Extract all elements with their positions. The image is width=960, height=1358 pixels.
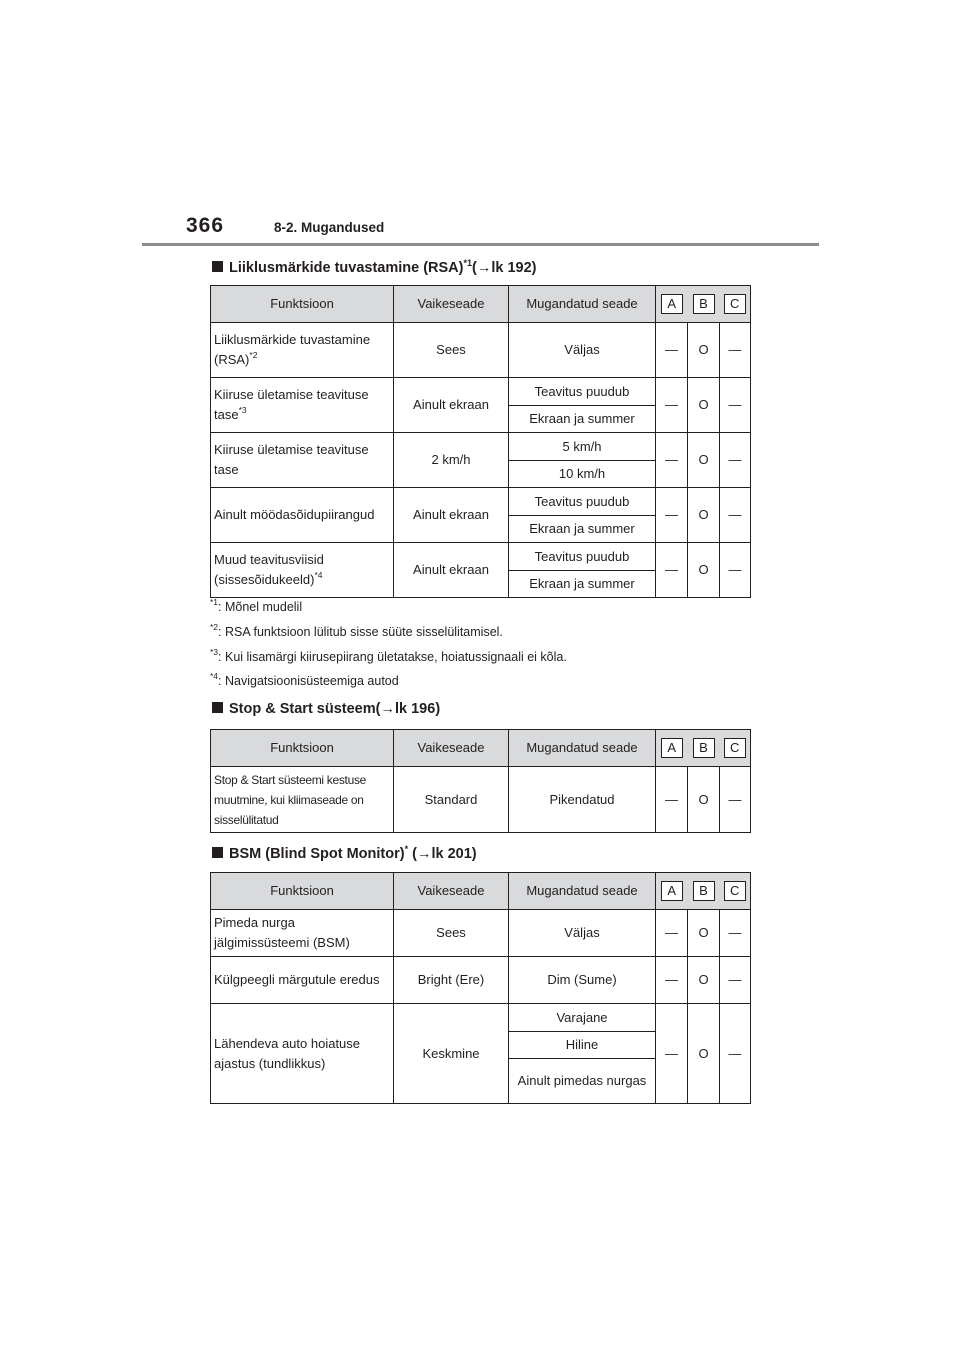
table-header-row (211, 730, 751, 767)
function-cell: Stop & Start süsteemi kestuse muutmine, kui kliimaseade on sisselülitatud (211, 767, 394, 833)
page-reference: lk 201) (431, 846, 477, 862)
table-row (211, 323, 751, 378)
table-header-row (211, 873, 751, 910)
col-header-a: A (661, 881, 683, 901)
option-cell: Varajane (509, 1004, 656, 1032)
arrow-right-icon: → (416, 846, 432, 862)
option-cell: Teavitus puudub (509, 488, 656, 516)
mark-b: O (688, 323, 720, 378)
mark-b: O (688, 957, 720, 1004)
function-cell: Pimeda nurga jälgimissüsteemi (BSM) (211, 910, 394, 957)
bsm-settings-table (210, 872, 751, 1104)
page-reference: lk 192) (491, 260, 537, 276)
heading-sup: *1 (463, 258, 473, 268)
col-header-function: Funktsioon (211, 286, 394, 323)
mark-c: — (720, 378, 751, 433)
mark-b: O (688, 433, 720, 488)
col-header-function: Funktsioon (211, 873, 394, 910)
square-bullet-icon (212, 261, 223, 272)
mark-c: — (720, 767, 751, 833)
table-row (211, 1004, 751, 1032)
col-header-default: Vaikeseade (394, 730, 509, 767)
mark-a: — (656, 957, 688, 1004)
mark-b: O (688, 1004, 720, 1104)
default-cell: Keskmine (394, 1004, 509, 1104)
option-cell: Ainult pimedas nurgas (509, 1059, 656, 1104)
mark-a: — (656, 1004, 688, 1104)
table-row (211, 957, 751, 1004)
stop-start-settings-table (210, 729, 751, 833)
option-cell: 5 km/h (509, 433, 656, 461)
page-number: 366 (186, 214, 225, 237)
function-cell: Ainult möödasõidupiirangud (211, 488, 394, 543)
function-cell: Lähendeva auto hoiatuse ajastus (tundlikkus) (211, 1004, 394, 1104)
mark-b: O (688, 488, 720, 543)
table-header-row (211, 286, 751, 323)
mark-a: — (656, 767, 688, 833)
footnote: $^{*1}$: Mõnel mudelil (210, 597, 303, 614)
mark-c: — (720, 433, 751, 488)
footnote: $^{*3}$: Kui lisamärgi kiirusepiirang ületatakse, hoiatussignaali ei kõla. (210, 647, 567, 664)
footnote: $^{*4}$: Navigatsioonisüsteemiga autod (210, 671, 399, 688)
rsa-settings-table (210, 285, 751, 598)
table-row (211, 488, 751, 516)
col-header-c: C (724, 738, 746, 758)
col-header-default: Vaikeseade (394, 286, 509, 323)
default-cell: Sees (394, 910, 509, 957)
mark-a: — (656, 323, 688, 378)
arrow-right-icon: → (380, 701, 395, 717)
mark-a: — (656, 910, 688, 957)
col-header-custom: Mugandatud seade (509, 730, 656, 767)
heading-bsm (212, 844, 477, 862)
square-bullet-icon (212, 702, 223, 713)
col-header-a: A (661, 738, 683, 758)
option-cell: Väljas (509, 910, 656, 957)
mark-a: — (656, 543, 688, 598)
mark-c: — (720, 957, 751, 1004)
mark-c: — (720, 910, 751, 957)
option-cell: Ekraan ja summer (509, 516, 656, 543)
default-cell: Ainult ekraan (394, 543, 509, 598)
mark-b: O (688, 910, 720, 957)
heading-title: Stop & Start süsteem (229, 701, 376, 717)
option-cell: Ekraan ja summer (509, 406, 656, 433)
heading-rsa (212, 258, 537, 276)
col-header-c: C (724, 294, 746, 314)
col-header-c: C (724, 881, 746, 901)
heading-sup: * (404, 844, 409, 854)
mark-b: O (688, 378, 720, 433)
default-cell: Standard (394, 767, 509, 833)
mark-a: — (656, 488, 688, 543)
table-row (211, 433, 751, 461)
function-cell: Muud teavitusviisid (sissesõidukeeld)$^{*4}$ (211, 543, 394, 598)
option-cell: Pikendatud (509, 767, 656, 833)
option-cell: Teavitus puudub (509, 378, 656, 406)
col-header-default: Vaikeseade (394, 873, 509, 910)
header-rule (142, 243, 819, 246)
col-header-function: Funktsioon (211, 730, 394, 767)
option-cell: Hiline (509, 1032, 656, 1059)
ref-open: ( (375, 701, 381, 717)
mark-c: — (720, 323, 751, 378)
heading-title: Liiklusmärkide tuvastamine (RSA) (229, 260, 464, 276)
mark-b: O (688, 543, 720, 598)
mark-c: — (720, 543, 751, 598)
section-title: 8-2. Mugandused (274, 220, 385, 235)
mark-c: — (720, 1004, 751, 1104)
col-header-b: B (693, 294, 715, 314)
mark-b: O (688, 767, 720, 833)
col-header-a: A (661, 294, 683, 314)
function-cell: Kiiruse ületamise teavituse tase (211, 433, 394, 488)
footnote: $^{*2}$: RSA funktsioon lülitub sisse süüte sisselülitamisel. (210, 622, 503, 639)
option-cell: Väljas (509, 323, 656, 378)
table-row (211, 543, 751, 571)
function-cell: Kiiruse ületamise teavituse tase$^{*3}$ (211, 378, 394, 433)
function-cell: Liiklusmärkide tuvastamine (RSA)$^{*2}$ (211, 323, 394, 378)
mark-a: — (656, 433, 688, 488)
table-row (211, 910, 751, 957)
col-header-b: B (693, 738, 715, 758)
option-cell: Dim (Sume) (509, 957, 656, 1004)
col-header-custom: Mugandatud seade (509, 286, 656, 323)
default-cell: Ainult ekraan (394, 378, 509, 433)
table-row (211, 767, 751, 833)
ref-open: ( (472, 260, 477, 276)
option-cell: Ekraan ja summer (509, 571, 656, 598)
col-header-b: B (693, 881, 715, 901)
page-reference: lk 196) (395, 701, 441, 717)
option-cell: Teavitus puudub (509, 543, 656, 571)
option-cell: 10 km/h (509, 461, 656, 488)
default-cell: Ainult ekraan (394, 488, 509, 543)
mark-a: — (656, 378, 688, 433)
col-header-custom: Mugandatud seade (509, 873, 656, 910)
default-cell: Bright (Ere) (394, 957, 509, 1004)
heading-title: BSM (Blind Spot Monitor) (229, 846, 405, 862)
function-cell: Külgpeegli märgutule eredus (211, 957, 394, 1004)
arrow-right-icon: → (476, 260, 492, 276)
default-cell: 2 km/h (394, 433, 509, 488)
mark-c: — (720, 488, 751, 543)
heading-stop-start (212, 701, 440, 717)
ref-open: ( (408, 846, 417, 862)
default-cell: Sees (394, 323, 509, 378)
square-bullet-icon (212, 847, 223, 858)
table-row (211, 378, 751, 406)
